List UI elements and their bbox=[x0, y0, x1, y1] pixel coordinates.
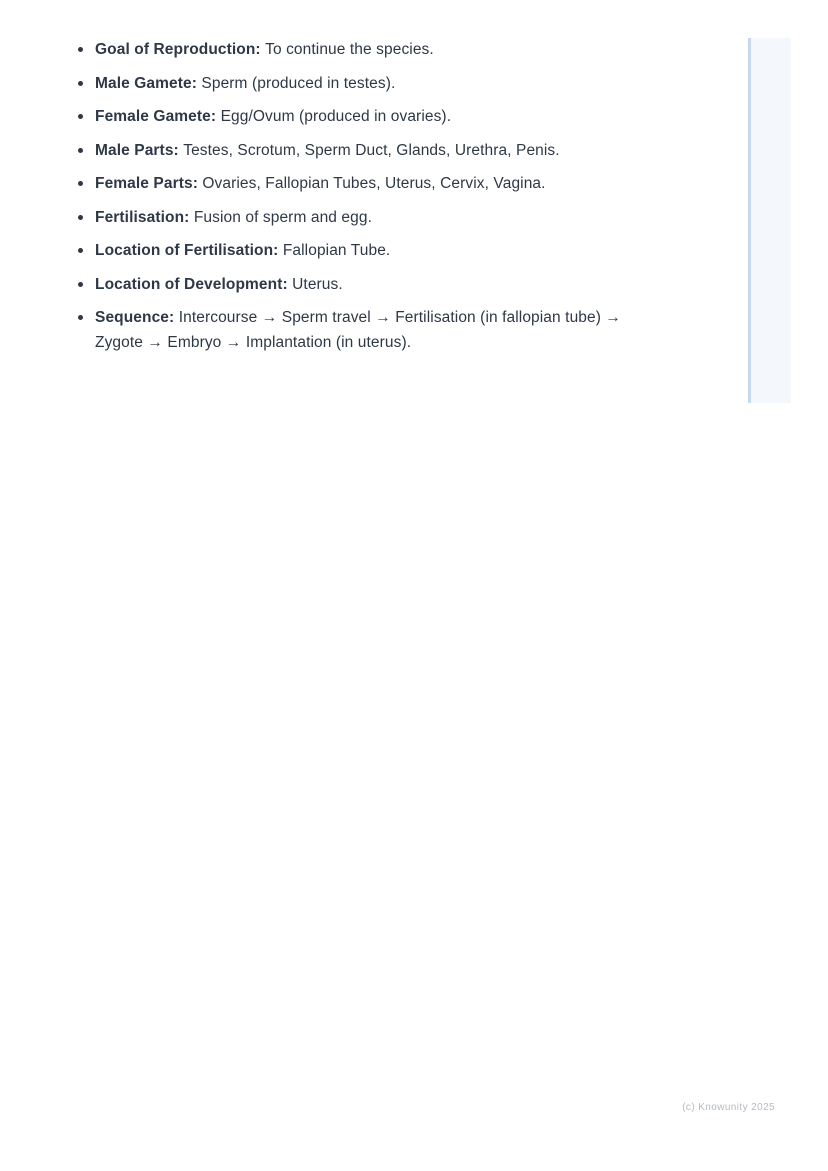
list-item-label: Male Parts: bbox=[95, 141, 184, 159]
list-item-text: Testes, Scrotum, Sperm Duct, Glands, Urethra, Penis. bbox=[183, 141, 560, 159]
list-item-label: Female Parts: bbox=[95, 175, 203, 192]
list-item-text: Fallopian Tube. bbox=[282, 242, 391, 259]
list-item-label: Fertilisation: bbox=[95, 208, 194, 226]
list-item bbox=[95, 104, 643, 129]
list-item-text: To continue the species. bbox=[265, 41, 434, 58]
list-item bbox=[95, 272, 643, 297]
bullet-icon bbox=[78, 282, 83, 287]
bullet-icon bbox=[78, 47, 83, 52]
list-item-label: Male Gamete: bbox=[95, 74, 202, 92]
list-item-text: Ovaries, Fallopian Tubes, Uterus, Cervix, Vagina. bbox=[202, 175, 546, 192]
list-item-text: Uterus. bbox=[292, 275, 343, 293]
list-item-label: Female Gamete: bbox=[95, 108, 221, 125]
copyright-footer: (c) Knowunity 2025 bbox=[682, 1102, 775, 1113]
bullet-icon bbox=[78, 181, 83, 186]
list-item bbox=[95, 138, 643, 163]
list-item-label: Location of Development: bbox=[95, 275, 293, 293]
list-item-text: Sperm (produced in testes). bbox=[201, 74, 396, 92]
bullet-icon bbox=[78, 315, 83, 320]
bullet-icon bbox=[78, 248, 83, 253]
list-item-text: Fusion of sperm and egg. bbox=[193, 208, 372, 226]
side-accent-panel bbox=[751, 38, 791, 403]
bullet-icon bbox=[78, 114, 83, 119]
list-item bbox=[95, 305, 643, 355]
list-item bbox=[95, 238, 643, 263]
bullet-icon bbox=[78, 81, 83, 86]
notes-list bbox=[95, 37, 643, 364]
list-item-text: Intercourse → Sperm travel → Fertilisation (in fallopian tube) → Zygote → Embryo → Implantation (in uterus). bbox=[95, 309, 621, 351]
list-item-label: Location of Fertilisation: bbox=[95, 242, 283, 259]
list-item-label: Sequence: bbox=[95, 309, 179, 326]
bullet-icon bbox=[78, 215, 83, 220]
list-item bbox=[95, 37, 643, 62]
list-item bbox=[95, 171, 643, 196]
list-item bbox=[95, 205, 643, 230]
list-item-text: Egg/Ovum (produced in ovaries). bbox=[220, 108, 452, 125]
bullet-icon bbox=[78, 148, 83, 153]
list-item-label: Goal of Reproduction: bbox=[95, 41, 266, 58]
list-item bbox=[95, 71, 643, 96]
